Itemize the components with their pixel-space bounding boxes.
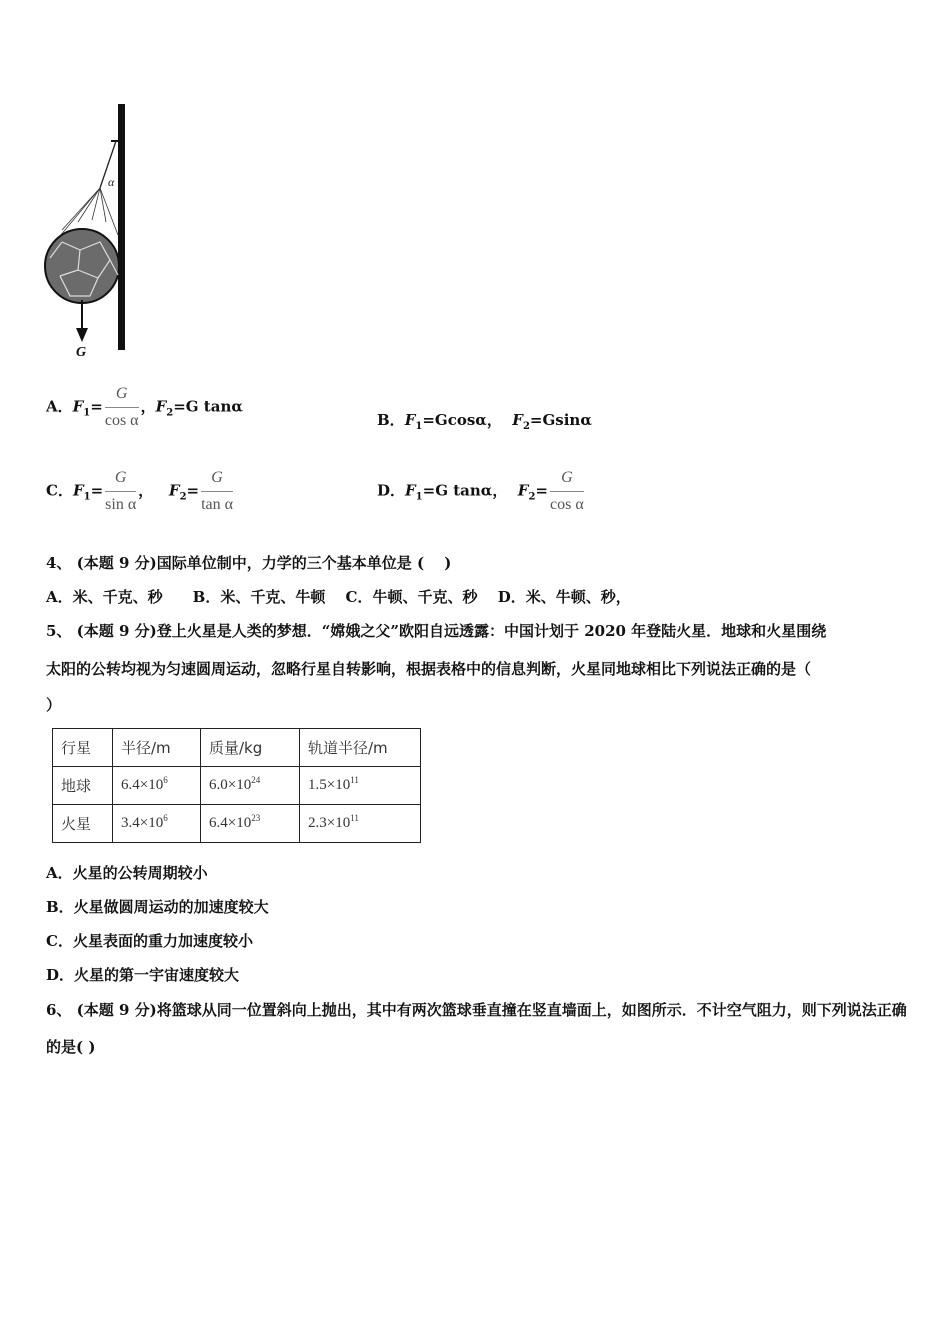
fraction: $\frac{G}{\text{cos α}}$ xyxy=(104,385,139,429)
q5-option-b[interactable]: B．火星做圆周运动的加速度较大 xyxy=(46,898,269,916)
table-header: 质量/kg xyxy=(201,729,300,767)
table-row xyxy=(53,805,421,843)
q6-stem: 6、 (本题 9 分)将篮球从同一位置斜向上抛出，其中有两次篮球垂直撞在竖直墙面上，如图所示．不计空气阻力，则下列说法正确的是( ) xyxy=(46,1001,907,1056)
q5-option-a[interactable]: A．火星的公转周期较小 xyxy=(46,864,208,882)
fraction: $\frac{G}{\text{cos α}}$ xyxy=(550,469,584,513)
radius-cell: $3.4\times 10^6$ xyxy=(113,805,201,843)
q5-option-c[interactable]: C．火星表面的重力加速度较小 xyxy=(46,932,253,950)
q5-option-d[interactable]: D．火星的第一宇宙速度较大 xyxy=(46,966,240,984)
table-header-row xyxy=(53,729,421,767)
fraction: $\frac{G}{\text{tan α}}$ xyxy=(201,469,234,513)
q3-option-b[interactable]: B．$F_1=Gcos\alpha$， $F_2=Gsin\alpha$ xyxy=(377,411,592,432)
q3-option-d[interactable]: D．$F_1=G$ tanα， $F_2=$ $\frac{G}{\text{cos α}}$ xyxy=(377,469,584,513)
g-label: G xyxy=(76,345,87,360)
table-header: 半径/m xyxy=(113,729,201,767)
q3-option-c[interactable]: C．$F_1=$ $\frac{G}{\text{sin α}}$ ， $F_2=$ $\frac{G}{\text{tan α}}$ xyxy=(46,469,234,513)
planet-name: 地球 xyxy=(53,767,113,805)
ball xyxy=(45,229,119,303)
radius-cell: $6.4\times 10^6$ xyxy=(113,767,201,805)
fraction: $\frac{G}{\text{sin α}}$ xyxy=(105,469,137,513)
q4-stem: 4、 (本题 9 分)国际单位制中，力学的三个基本单位是 ( ) xyxy=(46,554,452,572)
table-header: 轨道半径/m xyxy=(300,729,421,767)
q5-stem-line2: 太阳的公转均视为匀速圆周运动，忽略行星自转影响，根据表格中的信息判断，火星同地球相比下列说法正确的是（ xyxy=(46,660,812,678)
q4-options[interactable]: A．米、千克、秒 B．米、千克、牛顿 C．牛顿、千克、秒 D．米、牛顿、秒， xyxy=(46,588,631,606)
orbit-cell: $1.5\times 10^{11}$ xyxy=(300,767,421,805)
mass-cell: $6.4\times 10^{23}$ xyxy=(201,805,300,843)
table-row xyxy=(53,767,421,805)
planet-table xyxy=(52,728,421,843)
table-header: 行星 xyxy=(53,729,113,767)
gravity-arrow-head xyxy=(76,328,88,342)
q5-stem-line1: 5、 (本题 9 分)登上火星是人类的梦想．“嫦娥之父”欧阳自远透露：中国计划于 2020 年登陆火星．地球和火星围绕 xyxy=(46,622,827,640)
q3-option-a[interactable]: A．$F_1=$ $\frac{G}{\text{cos α}}$ ，$F_2=G$ tanα xyxy=(46,385,243,429)
angle-label: α xyxy=(108,175,115,189)
q5-stem-line3: ） xyxy=(46,696,62,714)
ball-wall-figure xyxy=(40,100,140,360)
planet-name: 火星 xyxy=(53,805,113,843)
mass-cell: $6.0\times 10^{24}$ xyxy=(201,767,300,805)
orbit-cell: $2.3\times 10^{11}$ xyxy=(300,805,421,843)
